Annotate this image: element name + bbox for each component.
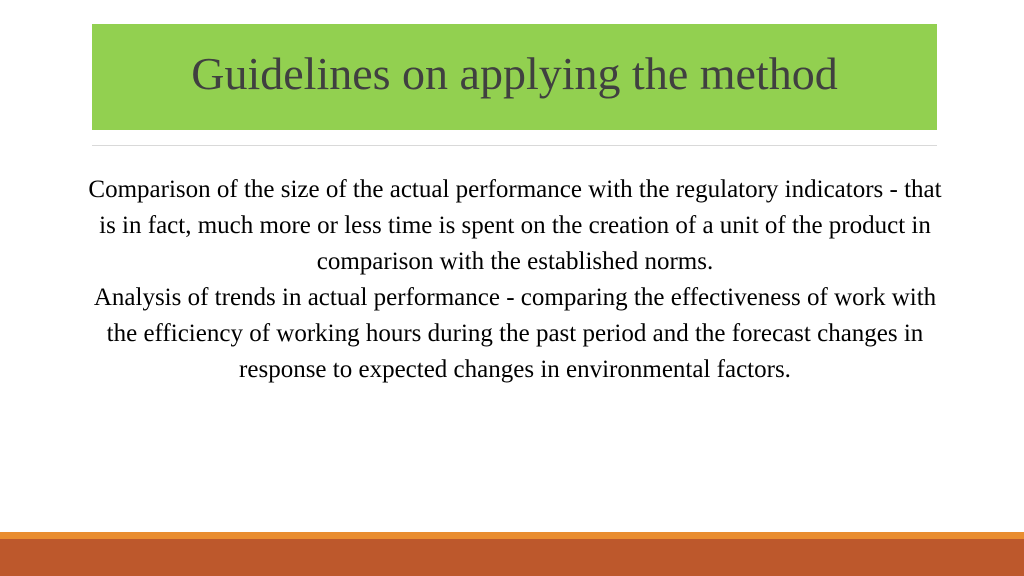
title-divider <box>92 145 937 146</box>
title-band <box>92 24 937 130</box>
body-paragraph-analysis: Analysis of trends in actual performance - comparing the effectiveness of work with the efficiency of working hours during the past period and the forecast changes in response to expected changes in environmental factors. <box>93 284 937 383</box>
footer-bar <box>0 539 1024 576</box>
slide-title: Guidelines on applying the method <box>191 47 838 99</box>
footer-accent-stripe <box>0 532 1024 539</box>
body-paragraph-comparison: Comparison of the size of the actual performance with the regulatory indicators - that is in fact, much more or less time is spent on the creation of a unit of the product in comparison with the established norms. <box>88 176 942 275</box>
slide-body <box>80 172 950 388</box>
